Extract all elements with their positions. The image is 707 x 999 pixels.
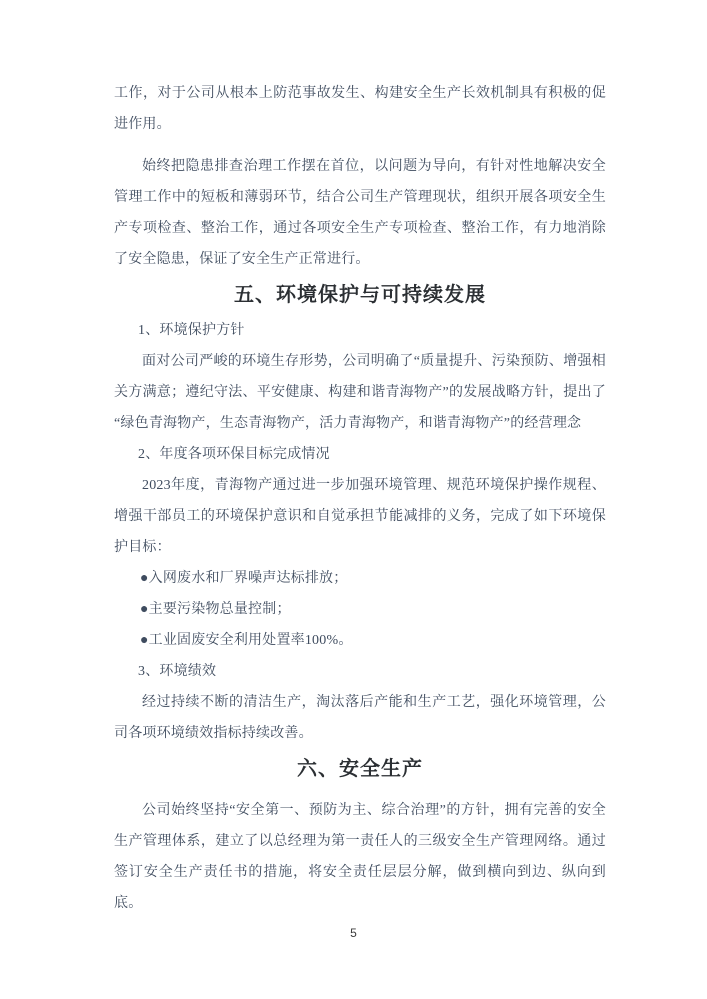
bullet-item: ●主要污染物总量控制； xyxy=(140,602,291,617)
paragraph: 始终把隐患排查治理工作摆在首位，以问题为导向，有针对性地解决安全管理工作中的短板和薄弱环节，结合公司生产管理现状，组织开展各项安全生产专项检查、整治工作，通过各项安全生产专项检查、整治工作，有力地消除了安全隐患，保证了安全生产正常进行。 xyxy=(114,159,606,267)
bullet-item: ●工业固废安全利用处置率100%。 xyxy=(140,633,353,648)
section-heading-environment: 五、环境保护与可持续发展 xyxy=(234,284,486,306)
numbered-subheading: 1、环境保护方针 xyxy=(138,323,245,338)
paragraph: 经过持续不断的清洁生产，淘汰落后产能和生产工艺，强化环境管理，公司各项环境绩效指标持续改善。 xyxy=(114,695,606,741)
section-heading-safety: 六、安全生产 xyxy=(297,758,423,780)
paragraph: 面对公司严峻的环境生存形势，公司明确了“质量提升、污染预防、增强相关方满意；遵纪守法、平安健康、构建和谐青海物产”的发展战略方针，提出了“绿色青海物产，生态青海物产，活力青海物产，和谐青海物产”的经营理念 xyxy=(114,354,606,431)
paragraph: 公司始终坚持“安全第一、预防为主、综合治理”的方针，拥有完善的安全生产管理体系，建立了以总经理为第一责任人的三级安全生产管理网络。通过签订安全生产责任书的措施，将安全责任层层分解，做到横向到边、纵向到底。 xyxy=(114,803,606,911)
page-body xyxy=(114,78,606,919)
numbered-subheading: 3、环境绩效 xyxy=(138,664,217,679)
bullet-item: ●入网废水和厂界噪声达标排放； xyxy=(140,571,348,586)
numbered-subheading: 2、年度各项环保目标完成情况 xyxy=(138,447,330,462)
paragraph: 2023年度，青海物产通过进一步加强环境管理、规范环境保护操作规程、增强干部员工的环境保护意识和自觉承担节能减排的义务，完成了如下环境保护目标： xyxy=(114,478,606,555)
page-number: 5 xyxy=(350,926,357,940)
paragraph-continuation: 工作，对于公司从根本上防范事故发生、构建安全生产长效机制具有积极的促进作用。 xyxy=(114,86,606,132)
